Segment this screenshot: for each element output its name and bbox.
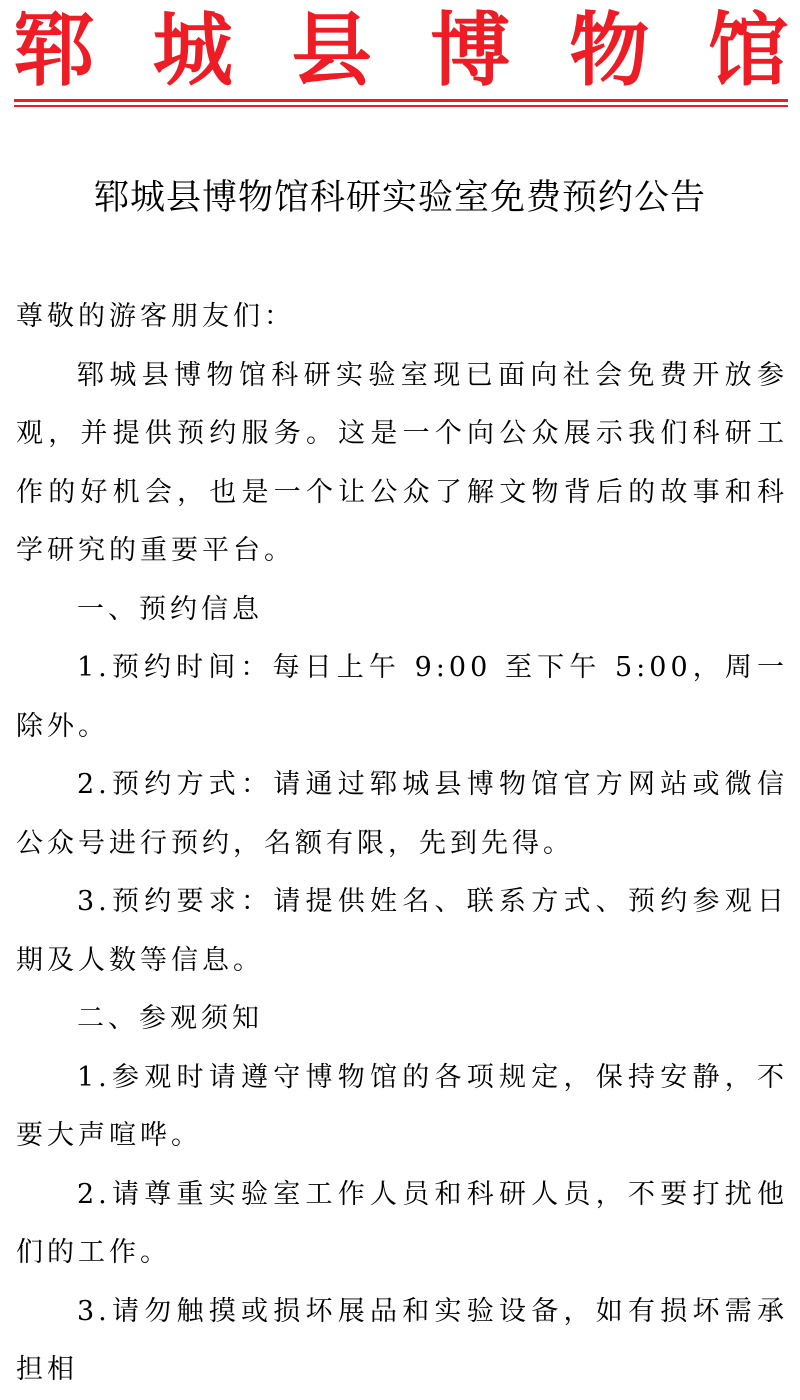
section-heading-booking-info: 一、预约信息	[77, 593, 263, 625]
notice-no-touch-item: 3.请勿触摸或损坏展品和实验设备，如有损坏需承担相	[16, 1295, 788, 1385]
masthead-char: 物	[569, 3, 650, 97]
masthead-char: 县	[291, 3, 372, 97]
salutation: 尊敬的游客朋友们：	[16, 301, 295, 332]
section-heading-visit-notice: 二、参观须知	[77, 1003, 263, 1034]
document-title: 郓城县博物馆科研实验室免费预约公告	[93, 178, 706, 218]
intro-paragraph: 郓城县博物馆科研实验室现已面向社会免费开放参观，并提供预约服务。这是一个向公众展示我们科研工作的好机会，也是一个让公众了解文物背后的故事和科学研究的重要平台。	[16, 359, 788, 566]
notice-rules-item: 1.参观时请遵守博物馆的各项规定，保持安静，不要大声喧哗。	[16, 1061, 788, 1151]
masthead-char: 郓	[14, 3, 94, 97]
masthead-letterhead	[14, 3, 788, 97]
booking-time-item: 1.预约时间：每日上午 9:00 至下午 5:00，周一除外。	[16, 652, 788, 742]
masthead-rule-thin	[14, 105, 788, 107]
masthead-rule-thick	[14, 99, 788, 102]
document-body	[16, 288, 788, 1400]
booking-method-item: 2.预约方式：请通过郓城县博物馆官方网站或微信公众号进行预约，名额有限，先到先得。	[16, 769, 788, 859]
masthead-char: 博	[430, 3, 511, 97]
masthead-char: 城	[152, 3, 233, 97]
booking-requirements-item: 3.预约要求：请提供姓名、联系方式、预约参观日期及人数等信息。	[16, 886, 788, 976]
notice-respect-staff-item: 2.请尊重实验室工作人员和科研人员，不要打扰他们的工作。	[16, 1178, 788, 1268]
masthead-char: 馆	[707, 3, 788, 97]
